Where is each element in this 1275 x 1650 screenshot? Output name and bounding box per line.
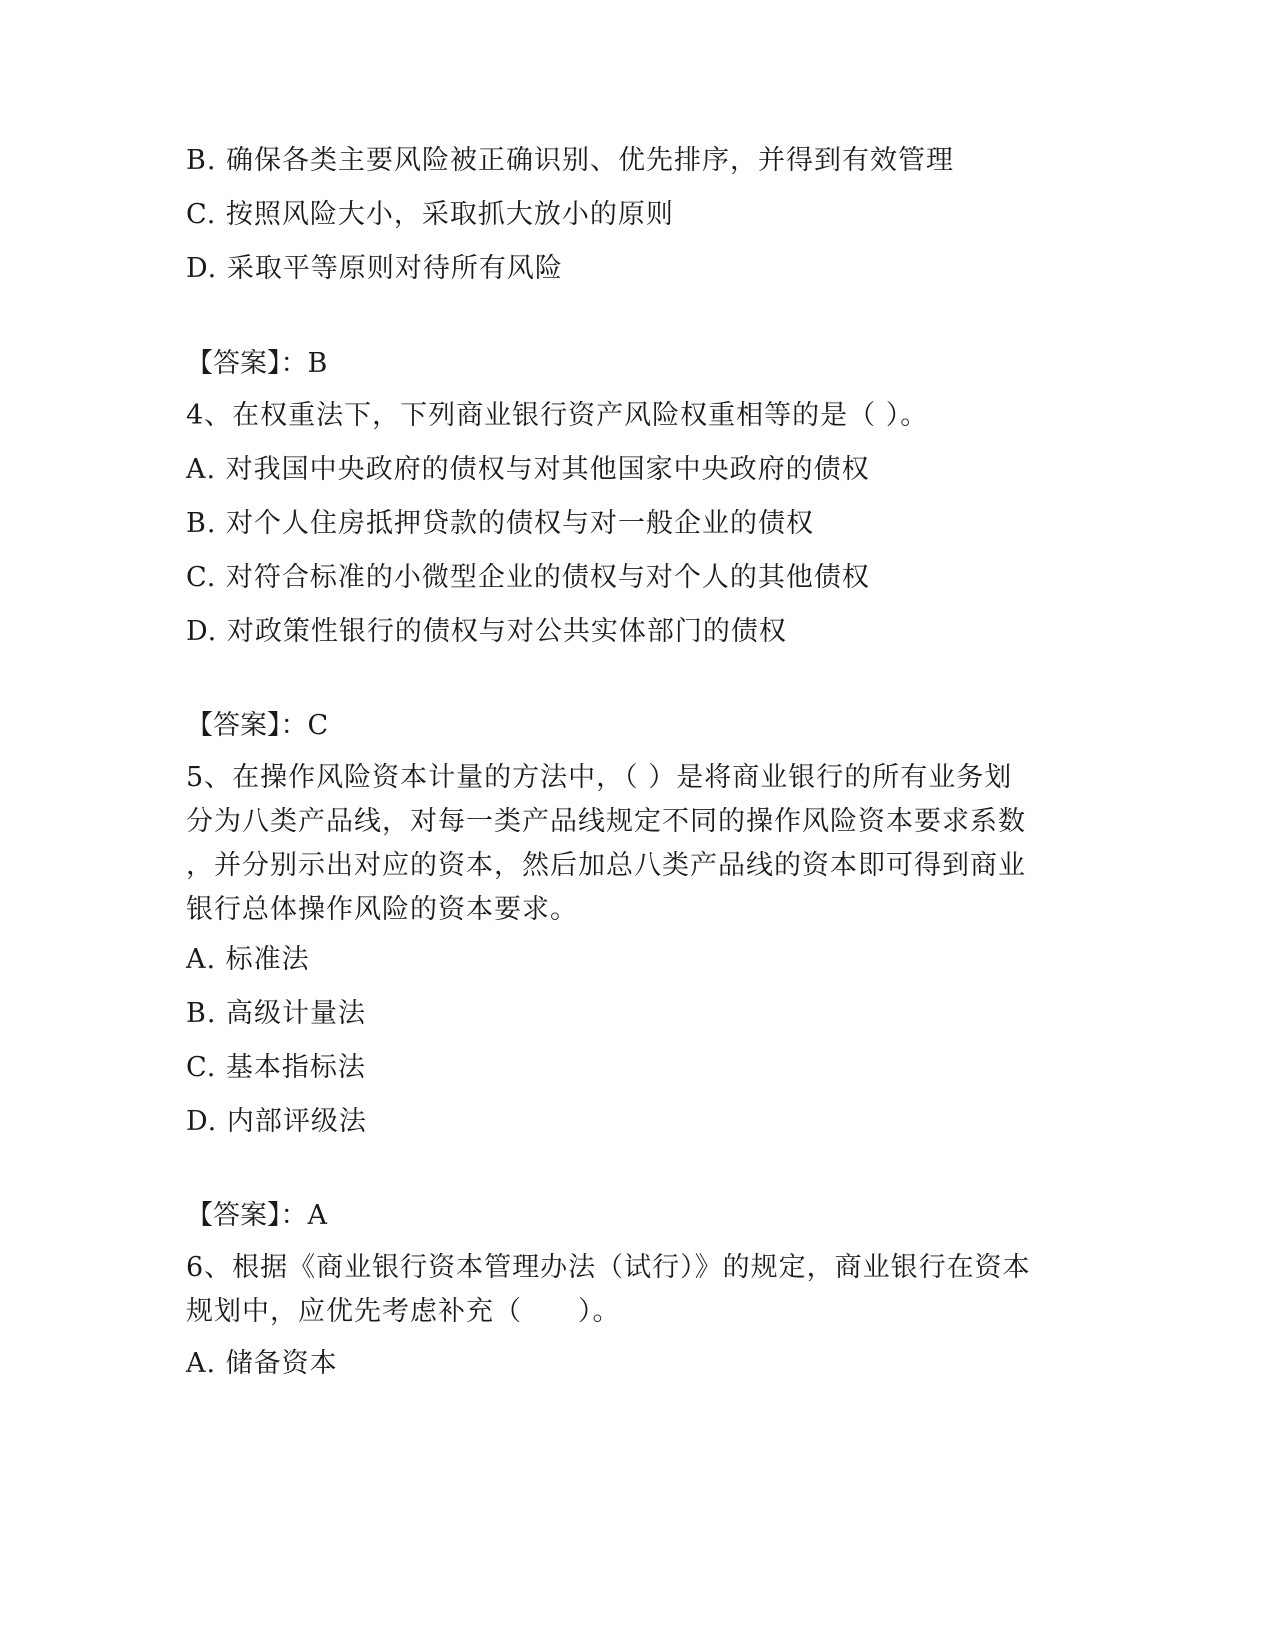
q4-option-c: C. 对符合标准的小微型企业的债权与对个人的其他债权 [186,562,870,593]
q5-answer: 【答案】：A [186,1200,327,1231]
q3-option-c: C. 按照风险大小，采取抓大放小的原则 [186,199,674,230]
q4-answer: 【答案】：C [186,710,329,741]
q5-stem-line-4: 银行总体操作风险的资本要求。 [186,894,578,925]
q4-stem: 4、在权重法下，下列商业银行资产风险权重相等的是（ ）。 [186,400,929,431]
q4-option-a: A. 对我国中央政府的债权与对其他国家中央政府的债权 [186,454,870,485]
q3-option-d: D. 采取平等原则对待所有风险 [186,253,563,284]
q5-option-d: D. 内部评级法 [186,1106,367,1137]
q6-stem-line-2: 规划中，应优先考虑补充（ ）。 [186,1296,621,1327]
q4-option-b: B. 对个人住房抵押贷款的债权与对一般企业的债权 [186,508,815,539]
q6-option-a: A. 储备资本 [186,1348,338,1379]
q3-answer: 【答案】：B [186,348,328,379]
q5-stem-line-2: 分为八类产品线，对每一类产品线规定不同的操作风险资本要求系数 [186,806,1026,837]
q3-option-b: B. 确保各类主要风险被正确识别、优先排序，并得到有效管理 [186,145,955,176]
q5-option-b: B. 高级计量法 [186,998,367,1029]
q6-stem-line-1: 6、根据《商业银行资本管理办法（试行）》的规定，商业银行在资本 [186,1252,1031,1283]
q5-option-a: A. 标准法 [186,944,310,975]
q5-stem-line-3: ，并分别示出对应的资本，然后加总八类产品线的资本即可得到商业 [186,850,1026,881]
q5-option-c: C. 基本指标法 [186,1052,366,1083]
q5-stem-line-1: 5、在操作风险资本计量的方法中，（ ）是将商业银行的所有业务划 [186,762,1013,793]
q4-option-d: D. 对政策性银行的债权与对公共实体部门的债权 [186,616,787,647]
